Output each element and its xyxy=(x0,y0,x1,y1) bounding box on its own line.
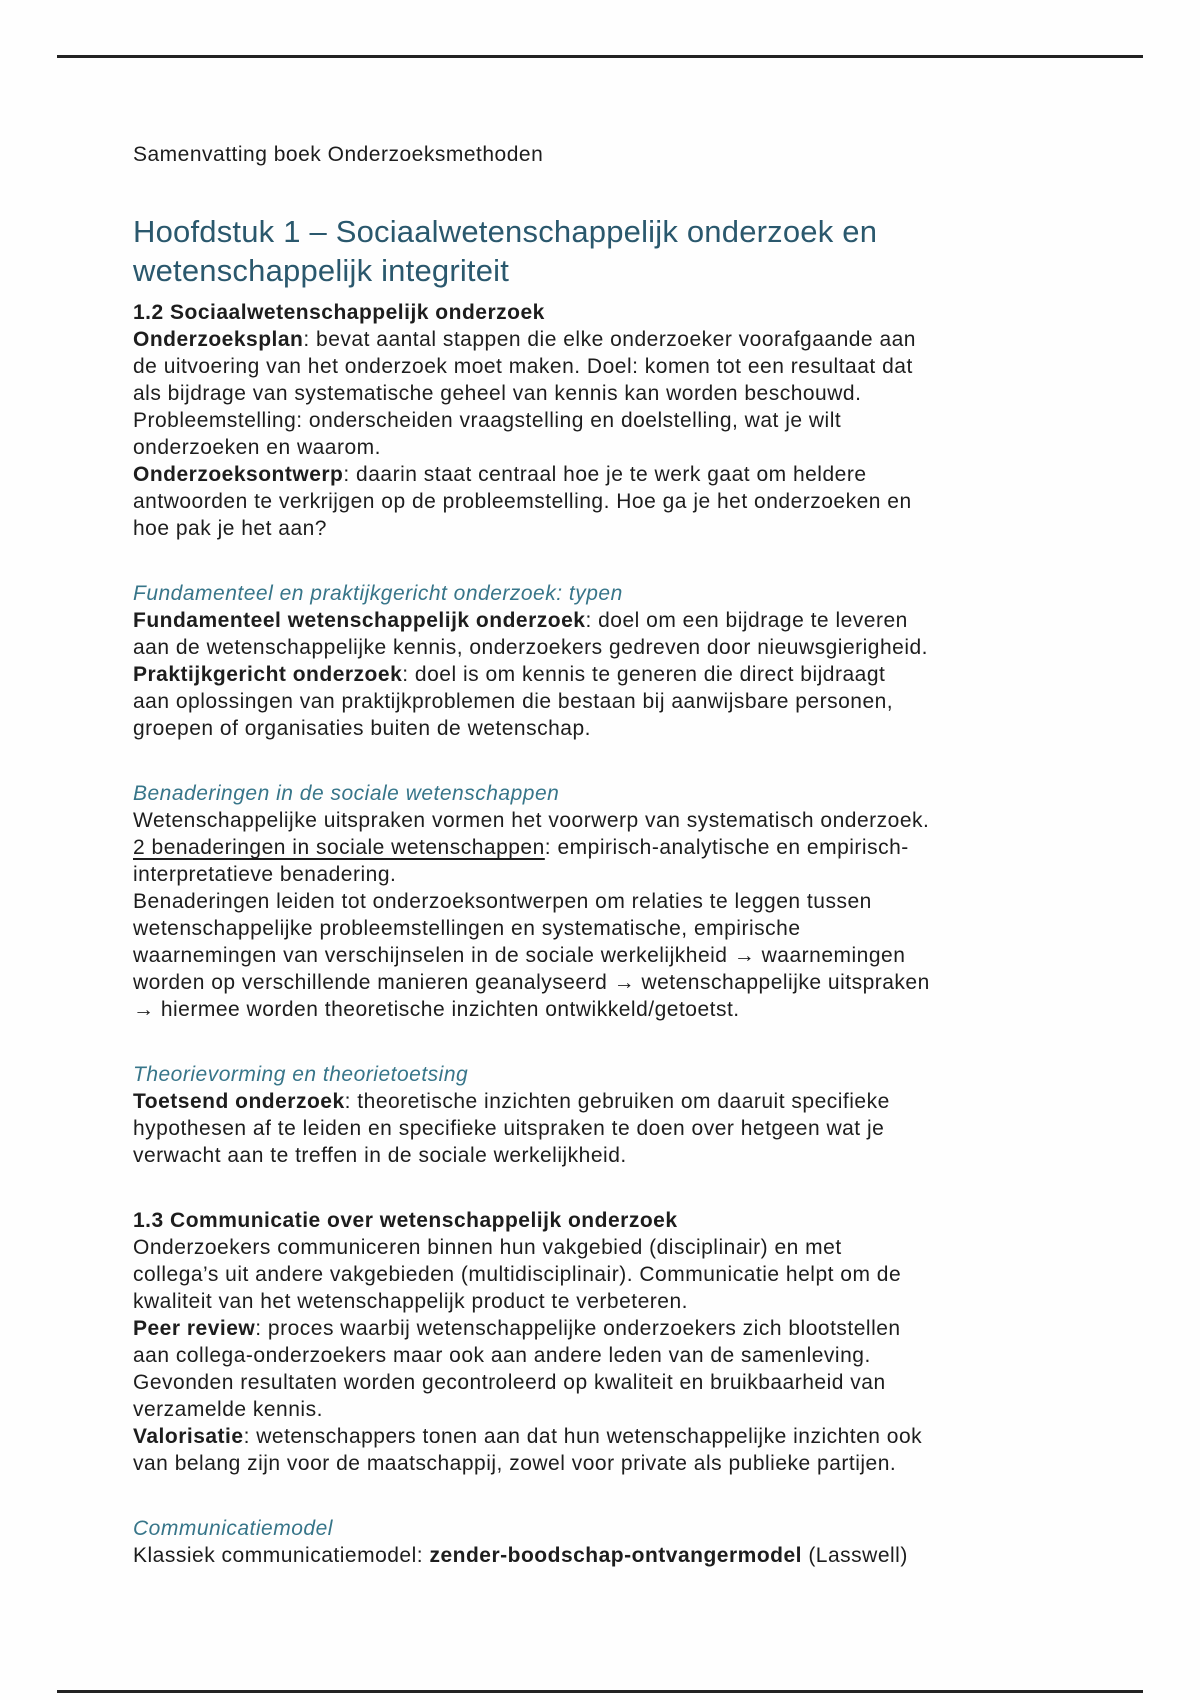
text-line xyxy=(133,1234,1083,1261)
text-line xyxy=(133,861,1083,888)
section-gap xyxy=(133,742,1083,780)
text-line xyxy=(133,1450,1083,1477)
text-run: kwaliteit van het wetenschappelijk product te verbeteren. xyxy=(133,1290,688,1313)
term-bold: Fundamenteel wetenschappelijk onderzoek xyxy=(133,609,586,632)
text-run: de uitvoering van het onderzoek moet maken. Doel: komen tot een resultaat dat xyxy=(133,355,913,378)
term-bold: zender-boodschap-ontvangermodel xyxy=(429,1544,802,1567)
chapter-title-line-2: wetenschappelijk integriteit xyxy=(133,253,510,288)
term-bold: Onderzoeksontwerp xyxy=(133,463,344,486)
text-run: collega’s uit andere vakgebieden (multidisciplinair). Communicatie helpt om de xyxy=(133,1263,902,1286)
text-line xyxy=(133,1115,1083,1142)
text-line xyxy=(133,607,1083,634)
text-run: groepen of organisaties buiten de wetenschap. xyxy=(133,717,591,740)
text-line xyxy=(133,515,1083,542)
section-gap xyxy=(133,1477,1083,1515)
text-line xyxy=(133,888,1083,915)
text-run: : wetenschappers tonen aan dat hun wetenschappelijke inzichten ook xyxy=(243,1425,923,1448)
text-line xyxy=(133,1396,1083,1423)
subsection-heading: Communicatiemodel xyxy=(133,1517,333,1540)
text-run: Benaderingen leiden tot onderzoeksontwerpen om relaties te leggen tussen xyxy=(133,890,872,913)
paragraph xyxy=(133,807,1083,1023)
paragraph xyxy=(133,1542,1083,1569)
text-line xyxy=(133,1261,1083,1288)
text-run: → hiermee worden theoretische inzichten ontwikkeld/getoetst. xyxy=(133,998,740,1021)
text-run: Probleemstelling: onderscheiden vraagstelling en doelstelling, wat je wilt xyxy=(133,409,842,432)
text-line xyxy=(133,688,1083,715)
text-line xyxy=(133,1142,1083,1169)
text-line xyxy=(133,1315,1083,1342)
text-run: van belang zijn voor de maatschappij, zowel voor private als publieke partijen. xyxy=(133,1452,897,1475)
text-run: Klassiek communicatiemodel: xyxy=(133,1544,430,1567)
term-bold: Toetsend onderzoek xyxy=(133,1090,345,1113)
text-run: interpretatieve benadering. xyxy=(133,863,397,886)
footer-rule xyxy=(57,1690,1143,1693)
term-bold: Valorisatie xyxy=(133,1425,244,1448)
text-run: onderzoeken en waarom. xyxy=(133,436,381,459)
section-heading: 1.2 Sociaalwetenschappelijk onderzoek xyxy=(133,301,545,324)
text-run: aan collega-onderzoekers maar ook aan andere leden van de samenleving. xyxy=(133,1344,871,1367)
text-line xyxy=(133,434,1083,461)
term-bold: Onderzoeksplan xyxy=(133,328,304,351)
subsection-heading: Theorievorming en theorietoetsing xyxy=(133,1063,469,1086)
document-content xyxy=(133,141,1083,1569)
text-run: : daarin staat centraal hoe je te werk gaat om heldere xyxy=(343,463,867,486)
text-run: antwoorden te verkrijgen op de probleemstelling. Hoe ga je het onderzoeken en xyxy=(133,490,912,513)
text-line xyxy=(133,1288,1083,1315)
chapter-title-line-1: Hoofdstuk 1 – Sociaalwetenschappelijk onderzoek en xyxy=(133,214,878,249)
text-run: hypothesen af te leiden en specifieke uitspraken te doen over hetgeen wat je xyxy=(133,1117,885,1140)
text-run: hoe pak je het aan? xyxy=(133,517,327,540)
document-blocks xyxy=(133,299,1083,1569)
text-run: : bevat aantal stappen die elke onderzoeker voorafgaande aan xyxy=(303,328,916,351)
text-line xyxy=(133,407,1083,434)
text-line xyxy=(133,996,1083,1023)
paragraph xyxy=(133,607,1083,742)
text-line xyxy=(133,1088,1083,1115)
text-run: Wetenschappelijke uitspraken vormen het voorwerp van systematisch onderzoek. xyxy=(133,809,930,832)
text-line xyxy=(133,1342,1083,1369)
text-line xyxy=(133,715,1083,742)
text-line xyxy=(133,1423,1083,1450)
text-run: verwacht aan te treffen in de sociale werkelijkheid. xyxy=(133,1144,627,1167)
text-run: Onderzoekers communiceren binnen hun vakgebied (disciplinair) en met xyxy=(133,1236,842,1259)
text-run: : theoretische inzichten gebruiken om daaruit specifieke xyxy=(344,1090,890,1113)
header-rule xyxy=(57,55,1143,58)
text-run: (Lasswell) xyxy=(801,1544,908,1567)
text-line xyxy=(133,634,1083,661)
section-gap xyxy=(133,542,1083,580)
subsection-heading: Benaderingen in de sociale wetenschappen xyxy=(133,782,560,805)
text-run: : doel is om kennis te generen die direct bijdraagt xyxy=(402,663,886,686)
text-line xyxy=(133,969,1083,996)
paragraph xyxy=(133,1088,1083,1169)
text-run: aan oplossingen van praktijkproblemen die bestaan bij aanwijsbare personen, xyxy=(133,690,894,713)
text-run: waarnemingen van verschijnselen in de sociale werkelijkheid → waarnemingen xyxy=(133,944,906,967)
text-line xyxy=(133,942,1083,969)
text-run: Gevonden resultaten worden gecontroleerd op kwaliteit en bruikbaarheid van xyxy=(133,1371,886,1394)
section-heading: 1.3 Communicatie over wetenschappelijk onderzoek xyxy=(133,1209,678,1232)
text-run: wetenschappelijke probleemstellingen en systematische, empirische xyxy=(133,917,801,940)
text-line xyxy=(133,353,1083,380)
text-run: worden op verschillende manieren geanalyseerd → wetenschappelijke uitspraken xyxy=(133,971,930,994)
text-line xyxy=(133,834,1083,861)
text-line xyxy=(133,488,1083,515)
text-run: aan de wetenschappelijke kennis, onderzoekers gedreven door nieuwsgierigheid. xyxy=(133,636,928,659)
text-line xyxy=(133,326,1083,353)
paragraph xyxy=(133,326,1083,542)
text-run: : empirisch-analytische en empirisch- xyxy=(544,836,909,859)
text-run: : doel om een bijdrage te leveren xyxy=(585,609,908,632)
term-bold: Peer review xyxy=(133,1317,256,1340)
subsection-heading: Fundamenteel en praktijkgericht onderzoek: typen xyxy=(133,582,623,605)
text-line xyxy=(133,1542,1083,1569)
section-gap xyxy=(133,1023,1083,1061)
text-line xyxy=(133,807,1083,834)
text-line xyxy=(133,915,1083,942)
text-line xyxy=(133,380,1083,407)
text-run: verzamelde kennis. xyxy=(133,1398,323,1421)
term-bold: Praktijkgericht onderzoek xyxy=(133,663,403,686)
paragraph xyxy=(133,1234,1083,1477)
text-line xyxy=(133,661,1083,688)
text-line xyxy=(133,1369,1083,1396)
text-run: : proces waarbij wetenschappelijke onderzoekers zich blootstellen xyxy=(255,1317,901,1340)
section-gap xyxy=(133,1169,1083,1207)
text-line xyxy=(133,461,1083,488)
chapter-title xyxy=(133,212,1083,290)
term-underlined: 2 benaderingen in sociale wetenschappen xyxy=(133,836,545,859)
text-run: als bijdrage van systematische geheel van kennis kan worden beschouwd. xyxy=(133,382,862,405)
document-subject: Samenvatting boek Onderzoeksmethoden xyxy=(133,143,544,166)
